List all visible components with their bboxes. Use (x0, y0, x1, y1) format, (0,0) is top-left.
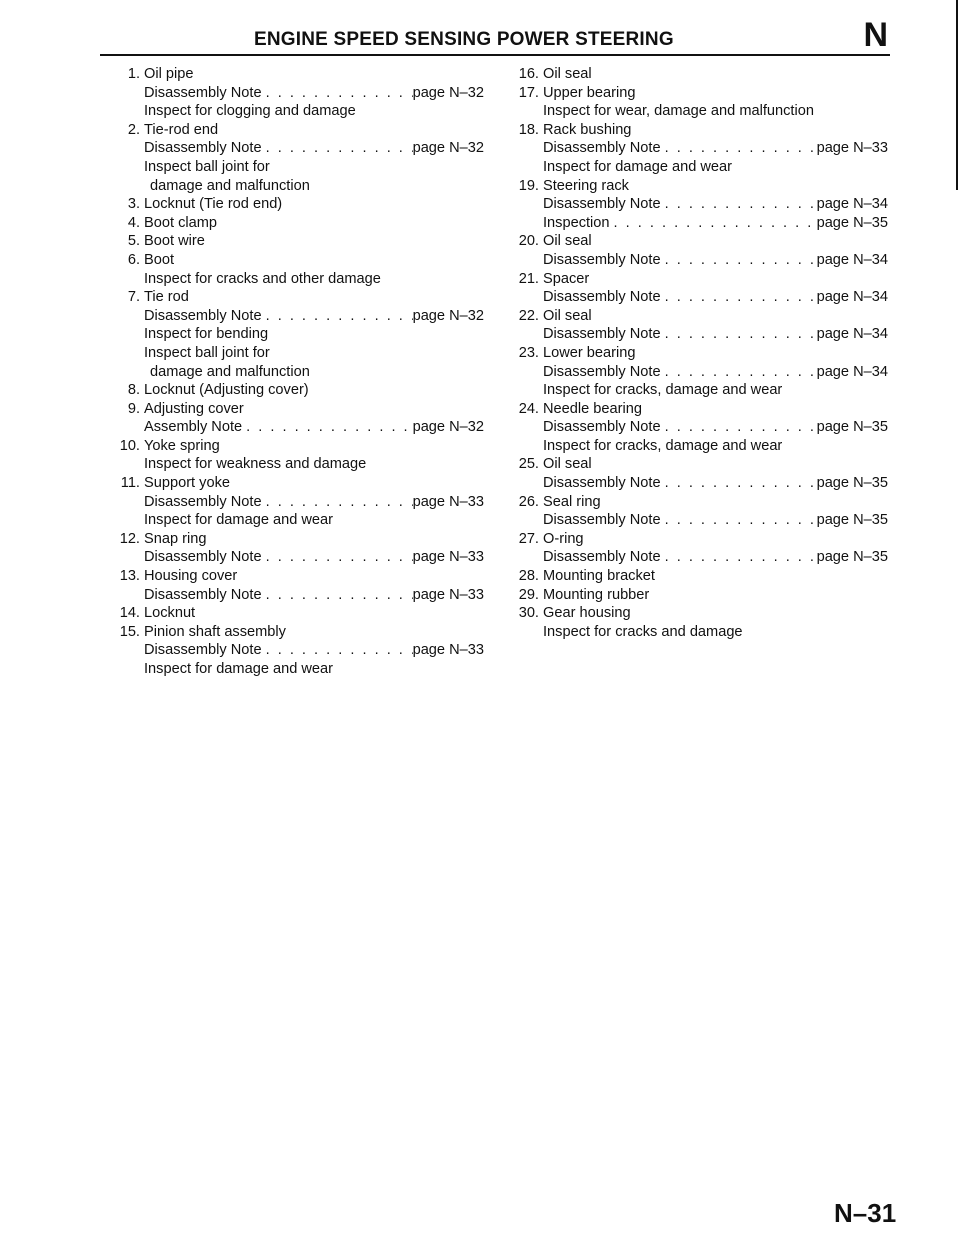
list-item (503, 400, 893, 419)
reference-line (503, 363, 888, 382)
page-reference: page N–32 (412, 307, 484, 324)
list-item (104, 288, 484, 307)
item-number: 14. (119, 605, 140, 622)
reference-line (104, 84, 484, 103)
item-number: 26. (518, 493, 539, 510)
list-item (104, 121, 484, 140)
item-name: O-ring (543, 530, 584, 547)
page-reference: page N–35 (816, 475, 888, 492)
item-name: Seal ring (543, 493, 601, 510)
item-number: 23. (518, 344, 539, 361)
reference-line (503, 288, 888, 307)
item-number: 3. (127, 196, 140, 213)
dot-leader (262, 84, 413, 103)
item-number: 29. (518, 586, 539, 603)
reference-label: Disassembly Note (543, 475, 661, 492)
reference-line (503, 195, 888, 214)
reference-label: Disassembly Note (543, 140, 661, 157)
inspection-note: Inspect ball joint for (144, 158, 270, 175)
list-item (503, 455, 893, 474)
reference-label: Assembly Note (144, 419, 243, 436)
list-item (503, 567, 893, 586)
reference-line (104, 493, 484, 512)
item-name: Support yoke (144, 475, 230, 492)
page-reference: page N–32 (412, 419, 484, 436)
reference-label: Disassembly Note (144, 140, 262, 157)
reference-line (503, 548, 888, 567)
item-name: Snap ring (144, 530, 207, 547)
reference-label: Disassembly Note (144, 493, 262, 510)
item-number: 27. (518, 530, 539, 547)
page-reference: page N–34 (816, 326, 888, 343)
item-number: 15. (119, 623, 140, 640)
inspection-note: Inspect for cracks and damage (543, 623, 743, 640)
dot-leader (661, 251, 817, 270)
item-name: Tie rod (144, 289, 189, 306)
inspection-note: Inspect for weakness and damage (144, 456, 367, 473)
item-number: 30. (518, 605, 539, 622)
reference-label: Disassembly Note (543, 419, 661, 436)
reference-line (503, 325, 888, 344)
dot-leader (661, 288, 817, 307)
reference-label: Disassembly Note (144, 84, 262, 101)
dot-leader (661, 474, 817, 493)
item-name: Oil seal (543, 66, 592, 82)
reference-label: Disassembly Note (543, 289, 661, 306)
inspection-note: damage and malfunction (150, 177, 310, 194)
reference-label: Disassembly Note (543, 512, 661, 529)
dot-leader (262, 641, 413, 660)
list-item (503, 307, 893, 326)
reference-label: Disassembly Note (543, 363, 661, 380)
list-item (104, 232, 484, 251)
dot-leader (262, 586, 413, 605)
list-item (104, 214, 484, 233)
page-reference: page N–33 (412, 586, 484, 603)
page-reference: page N–32 (412, 140, 484, 157)
page-reference: page N–35 (816, 512, 888, 529)
item-number: 16. (518, 66, 539, 82)
inspection-note: Inspect for clogging and damage (144, 103, 356, 120)
item-name: Adjusting cover (144, 400, 244, 417)
item-number: 17. (518, 84, 539, 101)
inspection-note: damage and malfunction (150, 363, 310, 380)
item-name: Oil seal (543, 307, 592, 324)
reference-line (503, 418, 888, 437)
page-number: N–31 (834, 1198, 897, 1228)
reference-line (104, 139, 484, 158)
item-number: 25. (518, 456, 539, 473)
item-number: 10. (119, 437, 140, 454)
dot-leader (661, 325, 817, 344)
item-number: 9. (127, 400, 140, 417)
inspection-note: Inspect for damage and wear (144, 512, 334, 529)
section-letter: N (863, 16, 888, 54)
inspection-note: Inspect for wear, damage and malfunction (543, 103, 814, 120)
item-name: Boot (144, 251, 175, 268)
item-number: 8. (127, 382, 140, 399)
reference-label: Disassembly Note (144, 586, 262, 603)
item-name: Locknut (Tie rod end) (144, 196, 283, 213)
reference-line (503, 251, 888, 270)
item-number: 19. (518, 177, 539, 194)
reference-line (503, 511, 888, 530)
reference-label: Disassembly Note (543, 326, 661, 343)
inspection-note: Inspect for bending (144, 326, 269, 343)
page-reference: page N–35 (816, 419, 888, 436)
item-number: 28. (518, 568, 539, 585)
item-name: Gear housing (543, 605, 631, 622)
page-reference: page N–34 (816, 251, 888, 268)
reference-label: Disassembly Note (543, 251, 661, 268)
dot-leader (661, 548, 817, 567)
list-item (104, 251, 484, 270)
item-name: Rack bushing (543, 121, 632, 138)
list-item (503, 270, 893, 289)
list-item (104, 381, 484, 400)
reference-label: Disassembly Note (144, 549, 262, 566)
dot-leader (262, 493, 413, 512)
item-name: Spacer (543, 270, 590, 287)
item-number: 21. (518, 270, 539, 287)
page-reference: page N–34 (816, 289, 888, 306)
list-item (104, 437, 484, 456)
item-number: 7. (127, 289, 140, 306)
item-number: 13. (119, 568, 140, 585)
item-name: Locknut (144, 605, 196, 622)
list-item (104, 623, 484, 642)
page-reference: page N–33 (412, 493, 484, 510)
page-reference: page N–33 (816, 140, 888, 157)
page-reference: page N–32 (412, 84, 484, 101)
page-reference: page N–33 (412, 549, 484, 566)
dot-leader (262, 139, 413, 158)
item-number: 18. (518, 121, 539, 138)
item-name: Steering rack (543, 177, 629, 194)
list-item (104, 400, 484, 419)
reference-line (104, 586, 484, 605)
item-name: Lower bearing (543, 344, 636, 361)
reference-label: Disassembly Note (144, 642, 262, 659)
item-number: 20. (518, 233, 539, 250)
item-number: 11. (120, 475, 140, 492)
list-item (503, 586, 893, 605)
reference-line (104, 641, 484, 660)
item-number: 12. (119, 530, 140, 547)
page-title: ENGINE SPEED SENSING POWER STEERING (254, 29, 674, 50)
page-reference: page N–35 (816, 214, 888, 231)
dot-leader (661, 139, 817, 158)
reference-line (503, 474, 888, 493)
item-name: Oil seal (543, 456, 592, 473)
item-number: 2. (127, 121, 140, 138)
reference-label: Disassembly Note (144, 307, 262, 324)
reference-line (104, 418, 484, 437)
list-item (503, 121, 893, 140)
parts-list-right-column (503, 65, 893, 641)
list-item (503, 493, 893, 512)
inspection-note: Inspect for damage and wear (144, 661, 334, 677)
item-number: 1. (127, 66, 140, 82)
dot-leader (610, 214, 817, 233)
inspection-note: Inspect for cracks, damage and wear (543, 437, 783, 454)
item-name: Needle bearing (543, 400, 642, 417)
item-name: Boot clamp (144, 214, 218, 231)
item-name: Mounting bracket (543, 568, 655, 585)
list-item (503, 177, 893, 196)
page-reference: page N–35 (816, 549, 888, 566)
item-name: Housing cover (144, 568, 238, 585)
dot-leader (661, 418, 817, 437)
list-item (503, 604, 893, 623)
reference-line (104, 548, 484, 567)
reference-line (503, 214, 888, 233)
reference-line (503, 139, 888, 158)
reference-label: Disassembly Note (543, 549, 661, 566)
item-name: Upper bearing (543, 84, 636, 101)
item-name: Tie-rod end (144, 121, 219, 138)
item-number: 22. (518, 307, 539, 324)
dot-leader (262, 307, 413, 326)
reference-line (104, 307, 484, 326)
page-reference: page N–33 (412, 642, 484, 659)
parts-list-left-column (104, 65, 484, 679)
list-item (104, 567, 484, 586)
list-item (503, 232, 893, 251)
item-name: Oil pipe (144, 66, 194, 82)
item-name: Locknut (Adjusting cover) (144, 382, 309, 399)
item-number: 4. (127, 214, 140, 231)
list-item (104, 604, 484, 623)
item-name: Pinion shaft assembly (144, 623, 286, 640)
dot-leader (262, 548, 413, 567)
list-item (104, 65, 484, 84)
item-name: Yoke spring (144, 437, 220, 454)
reference-label: Disassembly Note (543, 196, 661, 213)
list-item (104, 474, 484, 493)
list-item (503, 84, 893, 103)
page-edge-mark (956, 0, 958, 190)
item-number: 5. (127, 233, 140, 250)
page-reference: page N–34 (816, 196, 888, 213)
inspection-note: Inspect for cracks, damage and wear (543, 382, 783, 399)
list-item (503, 530, 893, 549)
item-number: 24. (518, 400, 539, 417)
item-name: Oil seal (543, 233, 592, 250)
list-item (104, 195, 484, 214)
dot-leader (661, 195, 817, 214)
list-item (104, 530, 484, 549)
reference-label: Inspection (543, 214, 610, 231)
page-header (100, 14, 890, 56)
list-item (503, 344, 893, 363)
inspection-note: Inspect ball joint for (144, 344, 270, 361)
dot-leader (242, 418, 412, 437)
list-item (503, 65, 893, 84)
item-name: Boot wire (144, 233, 205, 250)
item-name: Mounting rubber (543, 586, 650, 603)
dot-leader (661, 511, 817, 530)
inspection-note: Inspect for cracks and other damage (144, 270, 381, 287)
inspection-note: Inspect for damage and wear (543, 158, 733, 175)
item-number: 6. (127, 251, 140, 268)
dot-leader (661, 363, 817, 382)
page-reference: page N–34 (816, 363, 888, 380)
